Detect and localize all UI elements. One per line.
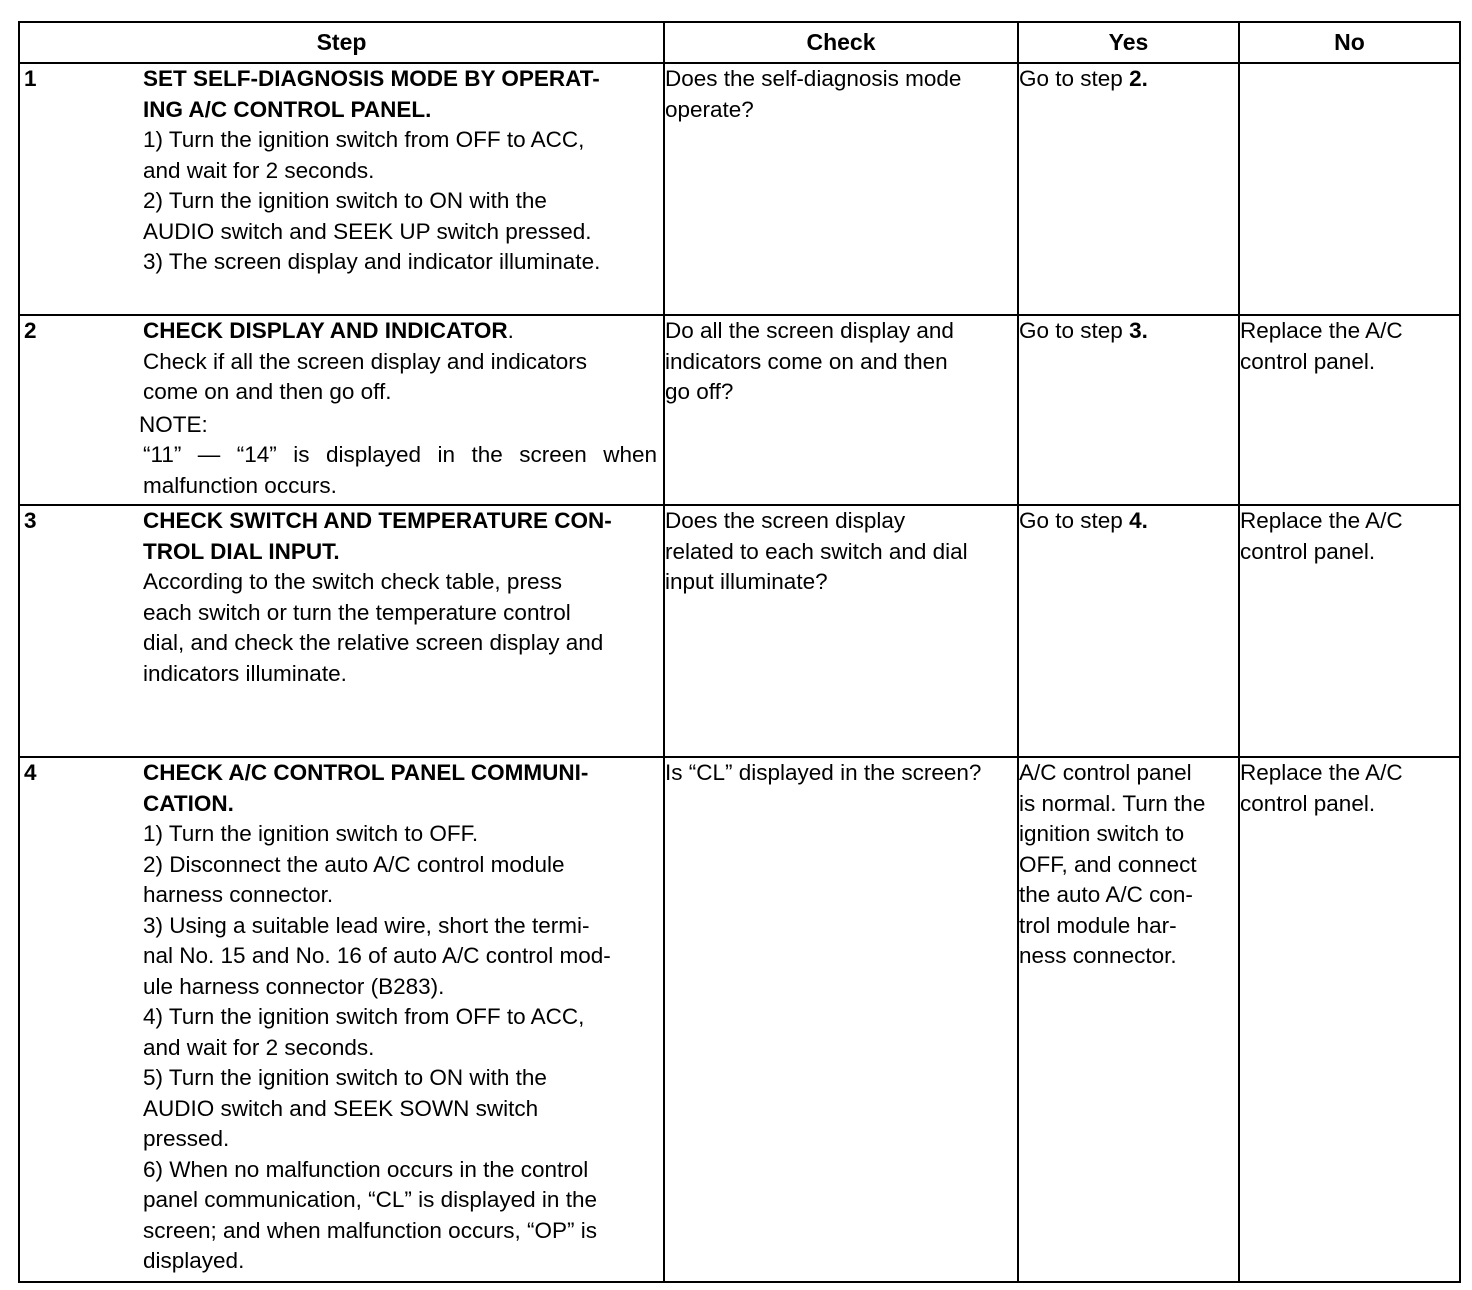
yes-prefix: Go to step	[1019, 66, 1130, 91]
step-title-line: CHECK DISPLAY AND INDICATOR	[143, 318, 508, 343]
header-step: Step	[19, 22, 664, 63]
check-text-line: related to each switch and dial	[665, 538, 968, 564]
yes-text-line: OFF, and connect	[1019, 851, 1197, 877]
yes-text-line: ignition switch to	[1019, 821, 1185, 846]
step-title-line: CHECK SWITCH AND TEMPERATURE CON-	[143, 508, 612, 533]
header-yes: Yes	[1018, 22, 1239, 63]
step-title-line: ING A/C CONTROL PANEL.	[143, 96, 432, 122]
step-text-line: harness connector.	[143, 882, 334, 907]
step-text-line: panel communication, “CL” is displayed in the	[143, 1187, 597, 1212]
step-text-line: According to the switch check table, press	[143, 569, 562, 594]
check-text-line: Does the screen display	[665, 508, 906, 533]
no-cell	[1239, 757, 1460, 1282]
header-row	[19, 22, 1460, 63]
step-text-line: 4) Turn the ignition switch from OFF to ACC,	[143, 1004, 585, 1029]
step-cell	[19, 505, 664, 757]
step-body	[143, 64, 663, 278]
step-text-line: 3) Using a suitable lead wire, short the termi-	[143, 912, 590, 938]
step-number: 4	[24, 760, 37, 785]
yes-text-line: ness connector.	[1019, 943, 1177, 968]
no-text-line: Replace the A/C	[1240, 508, 1403, 533]
step-text-line: dial, and check the relative screen display and	[143, 630, 604, 655]
step-title-tail: .	[507, 318, 514, 343]
step-body	[143, 758, 663, 1277]
step-cell	[19, 63, 664, 315]
no-cell	[1239, 315, 1460, 505]
note-label: NOTE:	[139, 411, 208, 437]
step-text-line: displayed.	[143, 1248, 245, 1273]
no-text-line: control panel.	[1240, 348, 1376, 374]
yes-cell	[1018, 757, 1239, 1282]
no-cell	[1239, 505, 1460, 757]
check-cell	[664, 315, 1018, 505]
step-text-line: 3) The screen display and indicator illuminate.	[143, 249, 601, 274]
check-text-line: Do all the screen display and	[665, 318, 954, 343]
no-text-line: control panel.	[1240, 538, 1376, 564]
step-text-line: nal No. 15 and No. 16 of auto A/C control mod-	[143, 943, 611, 968]
step-number: 2	[24, 318, 37, 343]
step-number: 3	[24, 508, 37, 533]
check-text-line: Is “CL” displayed in the screen?	[665, 760, 982, 785]
yes-text-line: A/C control panel	[1019, 760, 1192, 785]
step-title-line: CATION.	[143, 790, 234, 816]
step-text-line: and wait for 2 seconds.	[143, 157, 375, 183]
check-text-line: indicators come on and then	[665, 348, 948, 374]
no-text-line: control panel.	[1240, 790, 1376, 816]
table-row	[19, 505, 1460, 757]
yes-text-line: is normal. Turn the	[1019, 790, 1206, 816]
yes-step-link: 2.	[1129, 66, 1148, 91]
header-no: No	[1239, 22, 1460, 63]
diagnosis-table	[18, 21, 1461, 1283]
step-cell	[19, 757, 664, 1282]
step-text-line: each switch or turn the temperature control	[143, 599, 571, 625]
yes-cell	[1018, 505, 1239, 757]
step-title-line: CHECK A/C CONTROL PANEL COMMUNI-	[143, 760, 589, 785]
check-text-line: Does the self-diagnosis mode	[665, 66, 962, 91]
yes-text-line: trol module har-	[1019, 912, 1177, 938]
table-row	[19, 63, 1460, 315]
yes-cell	[1018, 63, 1239, 315]
step-text-line: 2) Disconnect the auto A/C control module	[143, 851, 565, 877]
step-text-line: 5) Turn the ignition switch to ON with the	[143, 1065, 547, 1090]
no-cell	[1239, 63, 1460, 315]
yes-step-link: 4.	[1129, 508, 1148, 533]
yes-cell	[1018, 315, 1239, 505]
step-text-line: AUDIO switch and SEEK SOWN switch	[143, 1095, 539, 1121]
step-text-line: come on and then go off.	[143, 379, 392, 404]
step-text-line: 2) Turn the ignition switch to ON with the	[143, 188, 547, 213]
check-cell	[664, 505, 1018, 757]
check-text-line: input illuminate?	[665, 569, 828, 594]
step-text-line: 1) Turn the ignition switch from OFF to ACC,	[143, 127, 585, 152]
header-check: Check	[664, 22, 1018, 63]
check-cell	[664, 757, 1018, 1282]
step-text-line: indicators illuminate.	[143, 660, 347, 686]
step-text-line: 1) Turn the ignition switch to OFF.	[143, 821, 479, 846]
step-text-line: pressed.	[143, 1126, 230, 1151]
yes-text-line: the auto A/C con-	[1019, 882, 1193, 907]
step-title-line: SET SELF-DIAGNOSIS MODE BY OPERAT-	[143, 66, 600, 91]
check-cell	[664, 63, 1018, 315]
check-text-line: operate?	[665, 96, 754, 122]
step-body	[143, 506, 663, 689]
yes-prefix: Go to step	[1019, 318, 1130, 343]
table-row	[19, 315, 1460, 505]
step-body	[139, 316, 663, 501]
note-text: “11” — “14” is displayed in the screen when malfunction occurs.	[143, 442, 657, 498]
yes-step-link: 3.	[1129, 318, 1148, 343]
step-text-line: AUDIO switch and SEEK UP switch pressed.	[143, 218, 592, 244]
step-cell	[19, 315, 664, 505]
no-text-line: Replace the A/C	[1240, 318, 1403, 343]
step-text-line: Check if all the screen display and indicators	[143, 348, 587, 374]
step-text-line: ule harness connector (B283).	[143, 973, 445, 999]
step-number: 1	[24, 66, 37, 91]
table-row	[19, 757, 1460, 1282]
step-text-line: 6) When no malfunction occurs in the control	[143, 1156, 589, 1182]
check-text-line: go off?	[665, 379, 734, 404]
step-text-line: screen; and when malfunction occurs, “OP” is	[143, 1217, 597, 1243]
yes-prefix: Go to step	[1019, 508, 1130, 533]
step-text-line: and wait for 2 seconds.	[143, 1034, 375, 1060]
no-text-line: Replace the A/C	[1240, 760, 1403, 785]
step-title-line: TROL DIAL INPUT.	[143, 538, 340, 564]
